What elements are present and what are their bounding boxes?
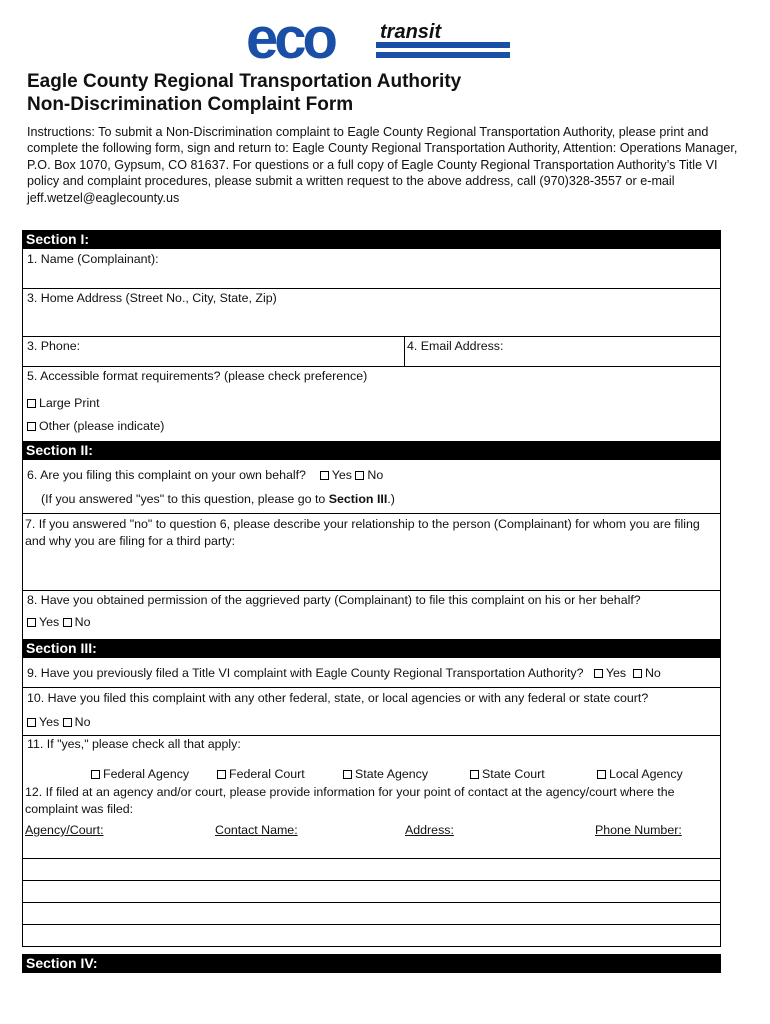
- phone-field[interactable]: [23, 337, 404, 366]
- section-1-header: Section I:: [22, 230, 721, 249]
- federal-agency-label: Federal Agency: [103, 767, 190, 781]
- q6-yes-checkbox[interactable]: [320, 471, 329, 480]
- q8-no-label: No: [74, 615, 91, 629]
- instructions-text: Instructions: To submit a Non-Discrimination complaint to Eagle County Regional Transportation Authority, please print and complete the following form, sign and return to: Eagle County Regional Transportation Authority, Attention: Operations Manager, P.O. Box 1070, Gypsum, CO 81637. For questions or a full copy of Eagle County Regional Transportation Authority’s Title VI policy and complaint procedures, please submit a written request to the above address, call (970)328-3557 or e-mail jeff.wetzel@eaglecounty.us: [27, 125, 738, 205]
- federal-court-option[interactable]: [217, 767, 305, 782]
- q8-yes-option[interactable]: [27, 615, 59, 630]
- agency-federal-option[interactable]: [91, 767, 189, 782]
- section-3-header: Section III:: [22, 639, 721, 658]
- contact-entry-row[interactable]: [22, 924, 721, 947]
- accessible-format-label: 5. Accessible format requirements? (please check preference): [27, 369, 368, 383]
- state-agency-checkbox[interactable]: [343, 770, 352, 779]
- logo-stripe: [376, 52, 510, 58]
- q6-no-option[interactable]: [355, 468, 383, 483]
- q9-label: [27, 666, 661, 681]
- q6-no-label: No: [367, 468, 384, 482]
- address-label: 3. Home Address (Street No., City, State, Zip): [27, 291, 277, 305]
- address-field[interactable]: [22, 289, 721, 337]
- state-court-label: State Court: [482, 767, 545, 781]
- local-agency-option[interactable]: [597, 767, 683, 782]
- federal-court-label: Federal Court: [229, 767, 305, 781]
- federal-court-checkbox[interactable]: [217, 770, 226, 779]
- q8-yes-label: Yes: [39, 615, 60, 629]
- q6-note: [41, 492, 395, 507]
- q6-no-checkbox[interactable]: [355, 471, 364, 480]
- state-court-option[interactable]: [470, 767, 545, 782]
- local-agency-label: Local Agency: [609, 767, 683, 781]
- phone-label: 3. Phone:: [27, 339, 81, 353]
- col-agency-court: Agency/Court:: [25, 823, 104, 837]
- q8-no-option[interactable]: [63, 615, 91, 630]
- other-format-option[interactable]: [27, 419, 164, 434]
- q9-no-checkbox[interactable]: [633, 669, 642, 678]
- federal-agency-checkbox[interactable]: [91, 770, 100, 779]
- col-address: Address:: [405, 823, 454, 837]
- large-print-checkbox[interactable]: [27, 399, 36, 408]
- accessible-format-block: [22, 367, 721, 441]
- state-agency-label: State Agency: [355, 767, 429, 781]
- q7-label: 7. If you answered "no" to question 6, please describe your relationship to the person (Complainant) for whom you are filing and why you are filing for a third party:: [25, 517, 700, 548]
- local-agency-checkbox[interactable]: [597, 770, 606, 779]
- q6-note-section-link: Section III: [328, 492, 388, 506]
- phone-email-row: [22, 337, 721, 367]
- q10-no-label: No: [74, 715, 91, 729]
- q10-label: 10. Have you filed this complaint with any other federal, state, or local agencies or with any federal or state court?: [27, 691, 649, 705]
- q6-note-text: (If you answered "yes" to this question, please go to: [41, 492, 329, 506]
- other-format-label: Other (please indicate): [39, 419, 165, 433]
- contact-entry-row[interactable]: [22, 880, 721, 903]
- q10-options: [27, 715, 91, 730]
- q12-block: [22, 782, 721, 859]
- q8-options: [27, 615, 91, 630]
- email-label: 4. Email Address:: [407, 339, 504, 353]
- q12-label: 12. If filed at an agency and/or court, please provide information for your point of contact at the agency/court where the complaint was filed:: [25, 785, 675, 816]
- section-4-header: Section IV:: [22, 954, 721, 973]
- q8-no-checkbox[interactable]: [63, 618, 72, 627]
- q9-text: 9. Have you previously filed a Title VI complaint with Eagle County Regional Transportation Authority?: [27, 666, 584, 680]
- logo-transit-text: transit: [380, 21, 442, 43]
- contact-entry-row[interactable]: [22, 858, 721, 881]
- other-format-checkbox[interactable]: [27, 422, 36, 431]
- q9-yes-label: Yes: [605, 666, 627, 680]
- form-title-line2: Non-Discrimination Complaint Form: [27, 94, 354, 115]
- name-label: 1. Name (Complainant):: [27, 252, 159, 266]
- eco-transit-logo: [246, 12, 512, 64]
- q9-no-option[interactable]: [633, 666, 661, 681]
- q6-yes-option[interactable]: [320, 468, 352, 483]
- q6-label: [27, 468, 383, 483]
- col-contact-name: Contact Name:: [215, 823, 298, 837]
- q10-yes-checkbox[interactable]: [27, 718, 36, 727]
- q10-no-checkbox[interactable]: [63, 718, 72, 727]
- q7-field[interactable]: [22, 514, 721, 591]
- q6-note-end: .): [387, 492, 395, 506]
- q9-no-label: No: [644, 666, 661, 680]
- q9-yes-checkbox[interactable]: [594, 669, 603, 678]
- contact-entry-row[interactable]: [22, 902, 721, 925]
- q10-no-option[interactable]: [63, 715, 91, 730]
- state-court-checkbox[interactable]: [470, 770, 479, 779]
- logo-eco-text: eco: [246, 12, 334, 64]
- q8-label: 8. Have you obtained permission of the aggrieved party (Complainant) to file this complaint on his or her behalf?: [27, 593, 641, 607]
- q9-yes-option[interactable]: [594, 666, 626, 681]
- q6-block: [22, 460, 721, 514]
- q11-block: [22, 736, 721, 782]
- q10-yes-label: Yes: [39, 715, 60, 729]
- q8-block: [22, 591, 721, 639]
- name-field[interactable]: [22, 249, 721, 289]
- q11-label: 11. If "yes," please check all that apply:: [27, 737, 241, 751]
- col-phone-number: Phone Number:: [595, 823, 682, 837]
- state-agency-option[interactable]: [343, 767, 428, 782]
- q9-block: [22, 658, 721, 688]
- q6-text: 6. Are you filing this complaint on your own behalf?: [27, 468, 306, 482]
- email-field[interactable]: [405, 337, 720, 366]
- q6-yes-label: Yes: [331, 468, 352, 482]
- large-print-option[interactable]: [27, 396, 100, 411]
- q10-block: [22, 688, 721, 736]
- form-title-line1: Eagle County Regional Transportation Authority: [27, 71, 462, 92]
- large-print-label: Large Print: [39, 396, 100, 410]
- q8-yes-checkbox[interactable]: [27, 618, 36, 627]
- section-2-header: Section II:: [22, 441, 721, 460]
- q10-yes-option[interactable]: [27, 715, 59, 730]
